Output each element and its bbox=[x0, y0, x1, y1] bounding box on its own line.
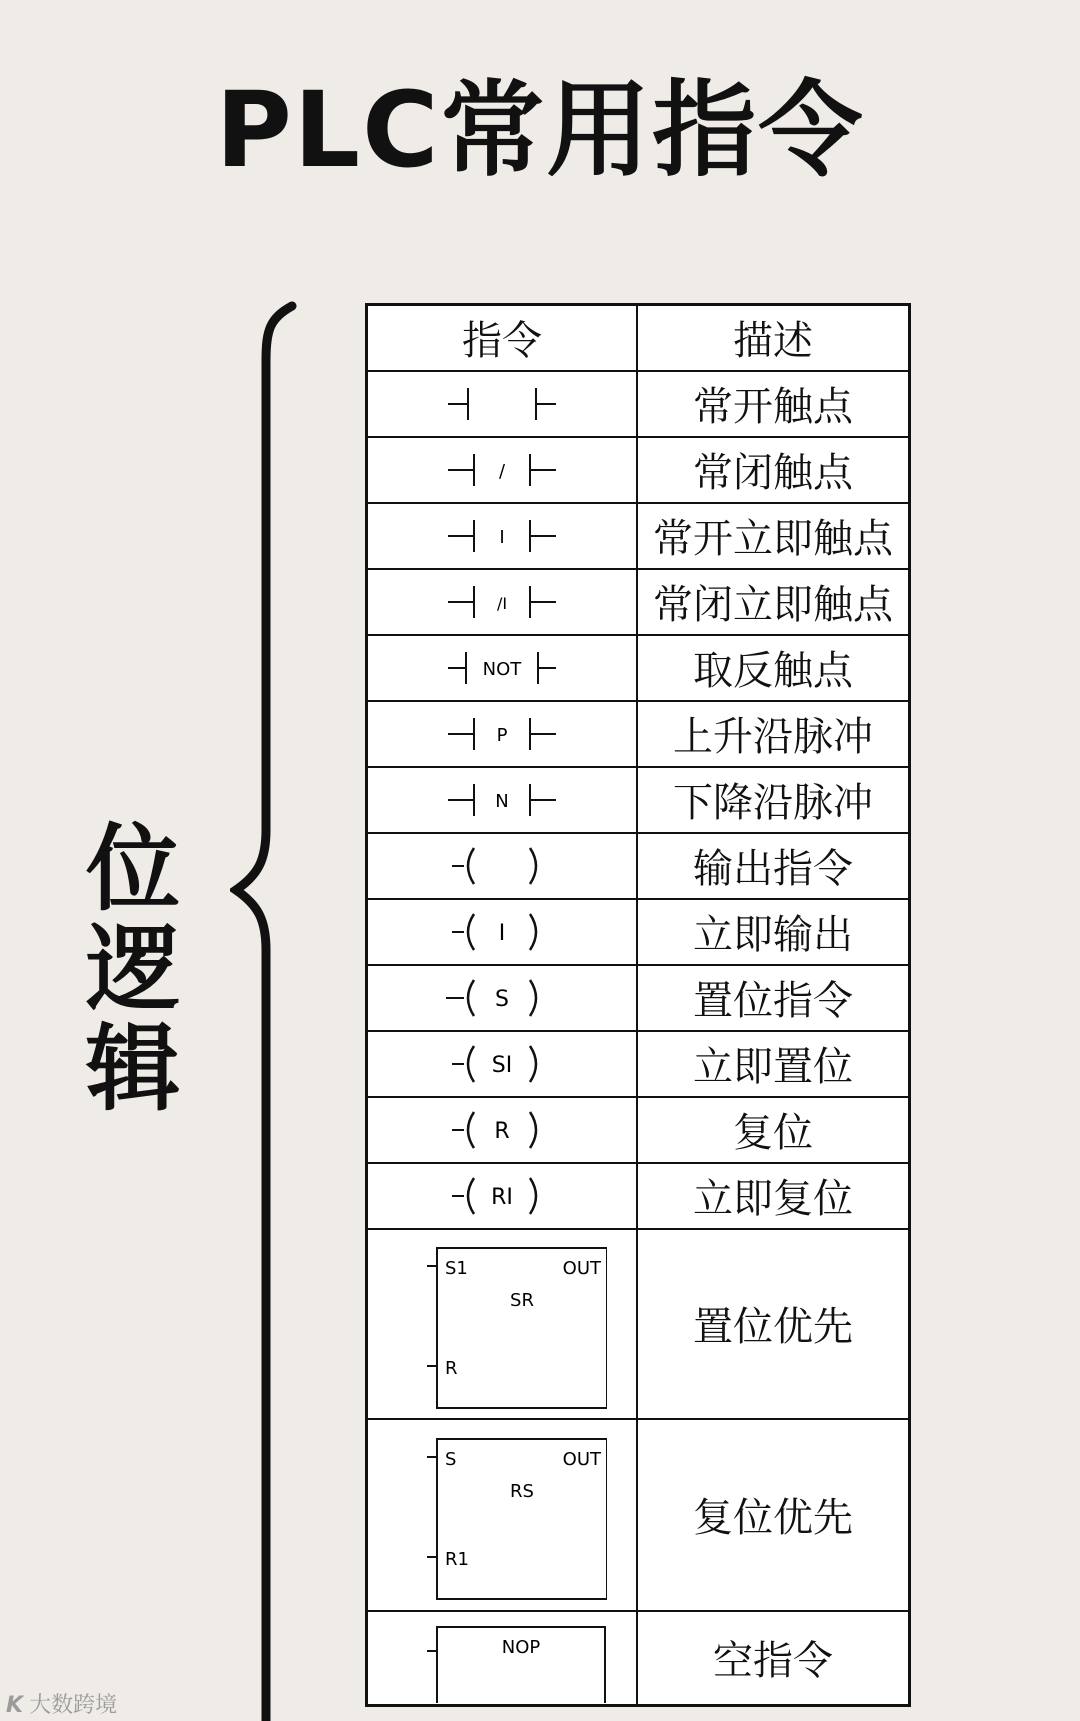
description-cell: 空指令 bbox=[637, 1611, 910, 1706]
description-cell: 下降沿脉冲 bbox=[637, 767, 910, 833]
table-row bbox=[367, 503, 910, 569]
table-row bbox=[367, 569, 910, 635]
description-cell: 上升沿脉冲 bbox=[637, 701, 910, 767]
coil-symbol bbox=[367, 833, 638, 899]
contact-symbol bbox=[367, 701, 638, 767]
watermark bbox=[6, 1688, 117, 1719]
table-row bbox=[367, 701, 910, 767]
description-cell: 常闭立即触点 bbox=[637, 569, 910, 635]
page-title: PLC常用指令 bbox=[215, 69, 865, 191]
nop-block-symbol bbox=[367, 1611, 638, 1706]
svg-text:SR: SR bbox=[510, 1289, 534, 1311]
side-label bbox=[78, 815, 188, 1124]
coil-symbol bbox=[367, 1097, 638, 1163]
description-cell: 常开立即触点 bbox=[637, 503, 910, 569]
table-row bbox=[367, 1163, 910, 1229]
header-description: 描述 bbox=[637, 305, 910, 371]
svg-text:RI: RI bbox=[491, 1184, 513, 1210]
svg-text:R: R bbox=[445, 1357, 458, 1379]
svg-text:SI: SI bbox=[491, 1052, 513, 1078]
side-label-char: 位 bbox=[85, 815, 180, 924]
svg-text:S: S bbox=[445, 1448, 457, 1470]
svg-text:S1: S1 bbox=[445, 1257, 468, 1279]
table-row bbox=[367, 371, 910, 437]
svg-text:OUT: OUT bbox=[562, 1257, 601, 1279]
description-cell: 复位 bbox=[637, 1097, 910, 1163]
curly-brace-icon bbox=[230, 300, 310, 1721]
table-row bbox=[367, 833, 910, 899]
svg-text:R1: R1 bbox=[445, 1548, 469, 1570]
table-row bbox=[367, 1229, 910, 1419]
table-row bbox=[367, 1031, 910, 1097]
description-cell: 复位优先 bbox=[637, 1419, 910, 1611]
contact-symbol bbox=[367, 767, 638, 833]
svg-text:NOT: NOT bbox=[482, 658, 522, 680]
sr-block-symbol bbox=[367, 1229, 638, 1419]
table-row bbox=[367, 1097, 910, 1163]
table-row bbox=[367, 635, 910, 701]
svg-text:/: / bbox=[498, 460, 506, 482]
side-label-char: 辑 bbox=[85, 1015, 180, 1124]
coil-symbol bbox=[367, 1163, 638, 1229]
table-row bbox=[367, 1419, 910, 1611]
description-cell: 常开触点 bbox=[637, 371, 910, 437]
description-cell: 取反触点 bbox=[637, 635, 910, 701]
svg-text:/I: /I bbox=[496, 593, 508, 613]
description-cell: 置位指令 bbox=[637, 965, 910, 1031]
table-row bbox=[367, 899, 910, 965]
header-instruction: 指令 bbox=[367, 305, 638, 371]
svg-text:P: P bbox=[496, 724, 508, 746]
table-row bbox=[367, 767, 910, 833]
svg-text:NOP: NOP bbox=[501, 1636, 541, 1658]
svg-text:I: I bbox=[499, 526, 505, 548]
description-cell: 立即复位 bbox=[637, 1163, 910, 1229]
table-row bbox=[367, 965, 910, 1031]
contact-symbol bbox=[367, 503, 638, 569]
svg-text:S: S bbox=[495, 986, 509, 1012]
coil-symbol bbox=[367, 899, 638, 965]
description-cell: 输出指令 bbox=[637, 833, 910, 899]
svg-text:OUT: OUT bbox=[562, 1448, 601, 1470]
description-cell: 立即置位 bbox=[637, 1031, 910, 1097]
svg-text:N: N bbox=[495, 790, 509, 812]
svg-text:I: I bbox=[498, 920, 506, 946]
coil-symbol bbox=[367, 965, 638, 1031]
contact-symbol bbox=[367, 569, 638, 635]
rs-block-symbol bbox=[367, 1419, 638, 1611]
table-header-row bbox=[367, 305, 910, 371]
contact-symbol bbox=[367, 437, 638, 503]
instruction-table bbox=[365, 303, 911, 1707]
contact-symbol bbox=[367, 635, 638, 701]
watermark-text: 大数跨境 bbox=[29, 1693, 118, 1718]
coil-symbol bbox=[367, 1031, 638, 1097]
watermark-logo-icon: K bbox=[6, 1693, 24, 1718]
table-row bbox=[367, 1611, 910, 1706]
description-cell: 置位优先 bbox=[637, 1229, 910, 1419]
svg-text:RS: RS bbox=[510, 1480, 534, 1502]
description-cell: 立即输出 bbox=[637, 899, 910, 965]
description-cell: 常闭触点 bbox=[637, 437, 910, 503]
contact-symbol bbox=[367, 371, 638, 437]
table-row bbox=[367, 437, 910, 503]
svg-text:R: R bbox=[494, 1118, 510, 1144]
side-label-char: 逻 bbox=[85, 915, 180, 1024]
